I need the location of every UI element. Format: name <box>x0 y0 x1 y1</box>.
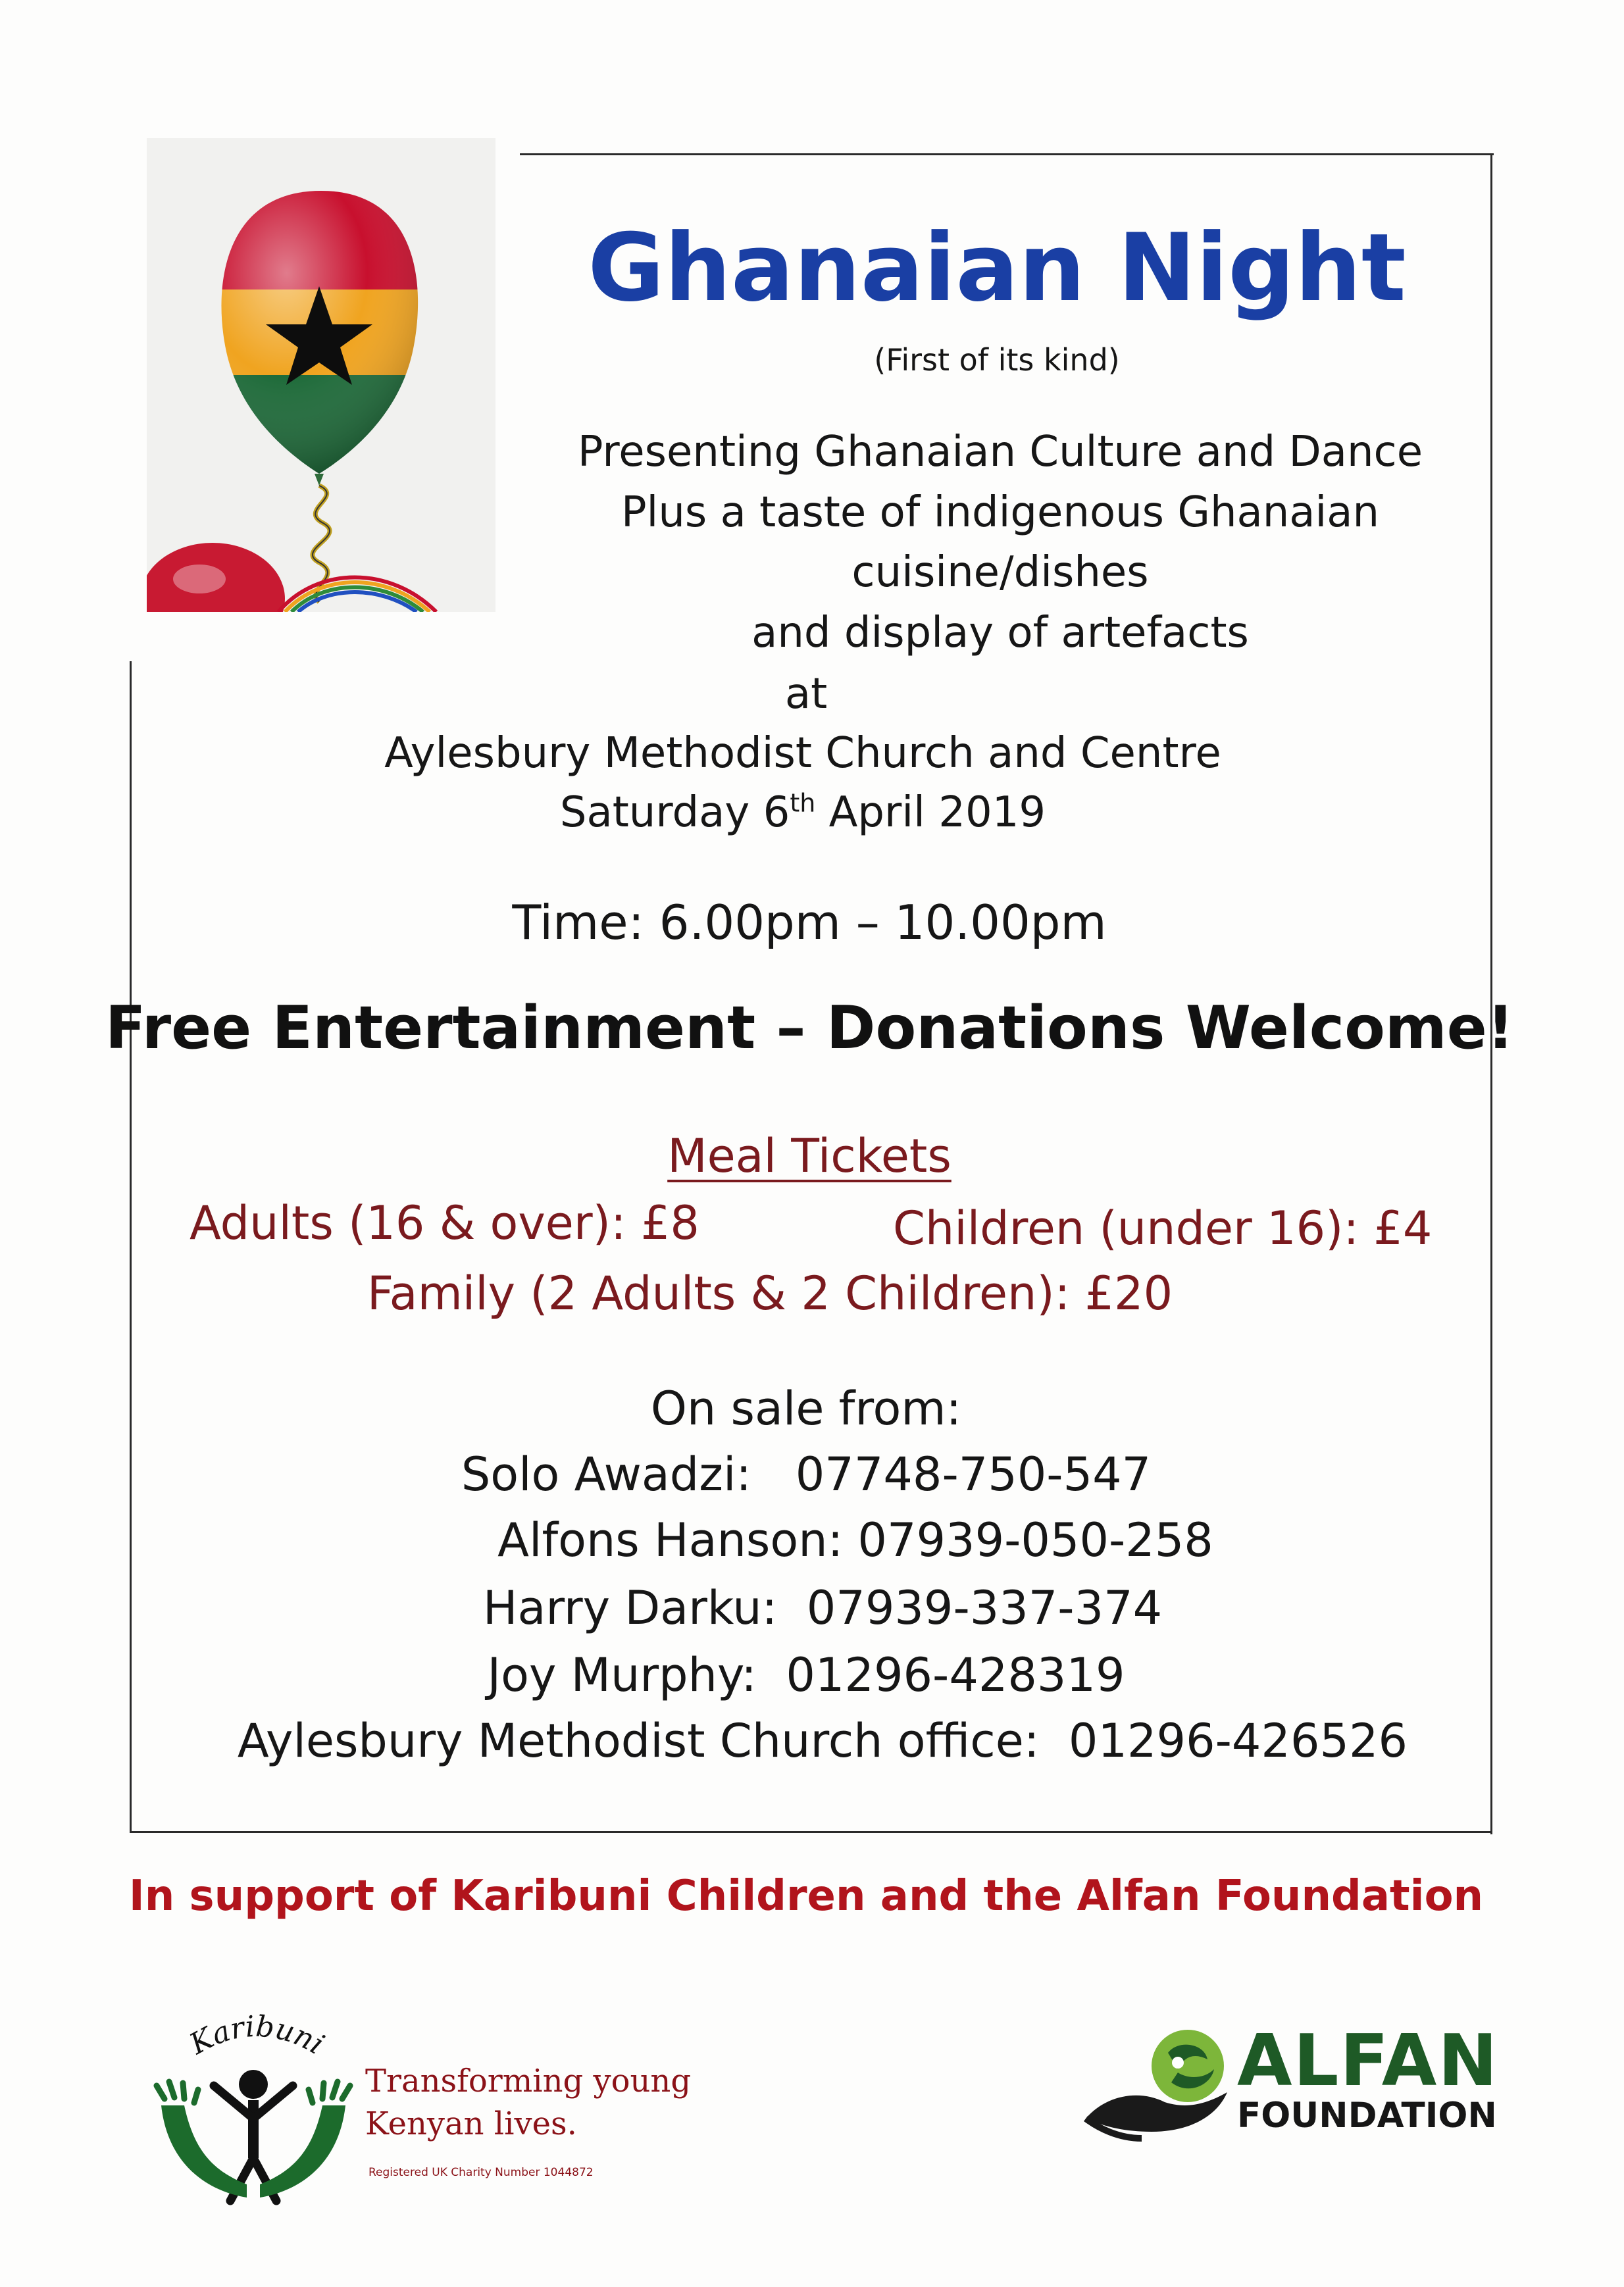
seller-contact: Solo Awadzi: 07748-750-547 <box>461 1447 1152 1501</box>
karibuni-name: Karibuni <box>184 2009 330 2062</box>
poster-title: Ghanaian Night <box>588 214 1406 322</box>
child-ticket-price: Children (under 16): £4 <box>893 1201 1433 1255</box>
on-sale-heading: On sale from: <box>650 1382 962 1436</box>
ghana-balloon-image <box>147 138 495 612</box>
date-rest: April 2019 <box>815 788 1046 837</box>
date-suffix: th <box>790 788 816 818</box>
seller-contact: Alfons Hanson: 07939-050-258 <box>497 1513 1213 1567</box>
event-date <box>408 788 1198 837</box>
karibuni-tagline: Kenyan lives. <box>365 2105 577 2142</box>
support-statement: In support of Karibuni Children and the Alfan Foundation <box>128 1872 1484 1921</box>
description-line: at <box>784 670 828 718</box>
karibuni-hands-icon <box>148 2059 359 2211</box>
description-line: Presenting Ghanaian Culture and Dance <box>577 428 1423 476</box>
poster-subtitle: (First of its kind) <box>874 342 1120 378</box>
alfan-hand-icon <box>1079 2023 1237 2142</box>
karibuni-tagline: Transforming young <box>365 2063 692 2099</box>
svg-text:Karibuni <box>184 2009 330 2061</box>
description-line: and display of artefacts <box>751 609 1249 657</box>
frame-bottom-line <box>130 1831 1492 1833</box>
family-ticket-price: Family (2 Adults & 2 Children): £20 <box>367 1267 1173 1320</box>
description-line: cuisine/dishes <box>851 548 1149 597</box>
event-time: Time: 6.00pm – 10.00pm <box>512 895 1107 950</box>
alfan-foundation-label: FOUNDATION <box>1237 2096 1497 2136</box>
adult-ticket-price: Adults (16 & over): £8 <box>190 1196 699 1250</box>
frame-left-line <box>130 661 132 1832</box>
seller-contact: Harry Darku: 07939-337-374 <box>482 1581 1163 1635</box>
date-day: Saturday 6 <box>559 788 790 837</box>
alfan-name: ALFAN <box>1237 2020 1499 2102</box>
charity-number: Registered UK Charity Number 1044872 <box>368 2166 594 2179</box>
seller-contact: Aylesbury Methodist Church office: 01296-426526 <box>237 1714 1408 1768</box>
venue-text: Aylesbury Methodist Church and Centre <box>384 729 1221 778</box>
frame-top-line <box>520 153 1494 155</box>
meal-tickets-heading: Meal Tickets <box>667 1129 952 1183</box>
free-entertainment-headline: Free Entertainment – Donations Welcome! <box>105 993 1514 1063</box>
description-line: Plus a taste of indigenous Ghanaian <box>621 488 1380 537</box>
seller-contact: Joy Murphy: 01296-428319 <box>487 1648 1125 1702</box>
